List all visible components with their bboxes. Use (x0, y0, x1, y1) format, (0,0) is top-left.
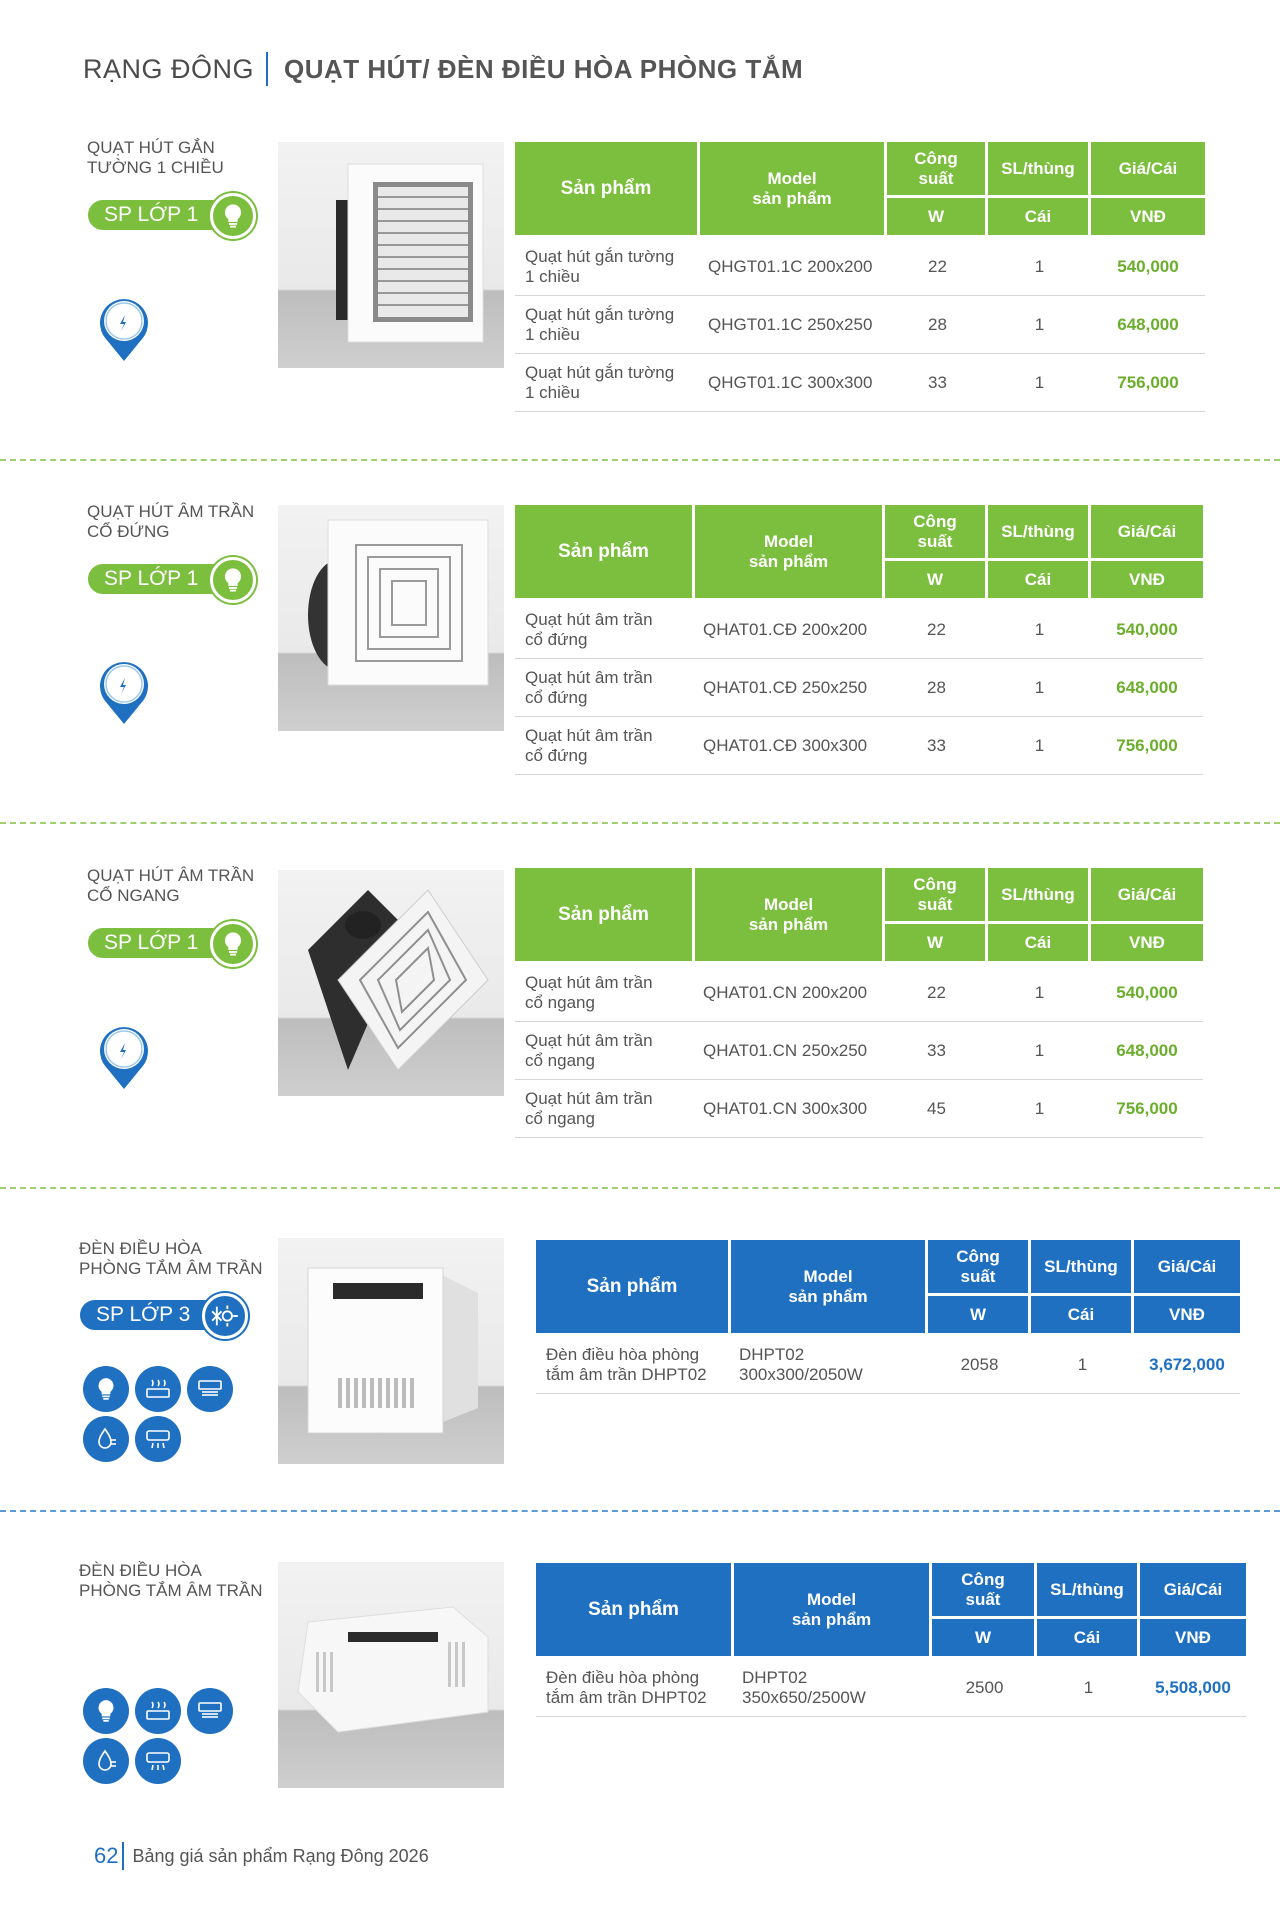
price-table (515, 505, 1203, 775)
pack-qty: 1 (988, 659, 1091, 717)
category-title-line: CỔ NGANG (87, 886, 180, 905)
pack-qty: 1 (988, 1080, 1091, 1138)
water-drop-icon (83, 1416, 129, 1462)
section-divider (0, 1510, 1280, 1512)
product-image (278, 505, 504, 731)
product-image (278, 1562, 504, 1788)
col-model-line: Model (767, 168, 817, 188)
price-table (515, 868, 1203, 1138)
pack-qty: 1 (988, 964, 1091, 1022)
header-divider (266, 52, 268, 86)
price: 648,000 (1091, 296, 1205, 354)
product-class-badge (88, 564, 244, 594)
voltage-badge (98, 658, 150, 726)
model: QHAT01.CĐ 200x200 (695, 601, 885, 659)
col-pack: SL/thùng (988, 868, 1091, 924)
price-table (515, 142, 1205, 412)
price: 756,000 (1091, 1080, 1203, 1138)
power: 22 (885, 601, 988, 659)
col-model-line: Model (806, 1589, 857, 1609)
pack-qty: 1 (1031, 1336, 1134, 1394)
table-row (515, 964, 1203, 1022)
col-model-line: Model (763, 894, 814, 914)
col-model-line: sản phẩm (752, 188, 832, 208)
power: 33 (885, 1022, 988, 1080)
badge-label: SP LỚP 1 (104, 931, 199, 954)
pack-qty: 1 (988, 238, 1091, 296)
page-number: 62 (94, 1843, 119, 1868)
page-title: QUẠT HÚT/ ĐÈN ĐIỀU HÒA PHÒNG TẮM (284, 53, 804, 84)
dryer-icon (187, 1366, 233, 1412)
col-model (731, 1240, 928, 1336)
col-pack: SL/thùng (1031, 1240, 1134, 1296)
price: 3,672,000 (1134, 1336, 1240, 1394)
product-image (278, 1238, 504, 1464)
unit-power: W (885, 924, 988, 964)
model: QHAT01.CN 250x250 (695, 1022, 885, 1080)
category-title-line: PHÒNG TẮM ÂM TRẦN (79, 1259, 263, 1278)
col-price: Giá/Cái (1091, 868, 1203, 924)
unit-price: VNĐ (1091, 198, 1205, 238)
col-power (885, 868, 988, 924)
col-model (700, 142, 887, 238)
product-name-line: 1 chiều (525, 324, 580, 344)
product-name (536, 1336, 731, 1394)
section-divider (0, 459, 1280, 461)
col-price: Giá/Cái (1140, 1563, 1246, 1619)
col-price: Giá/Cái (1091, 505, 1203, 561)
col-pack: SL/thùng (988, 142, 1091, 198)
product-name-line: cổ đứng (525, 687, 588, 707)
col-model-line: sản phẩm (748, 551, 829, 571)
bulb-icon (210, 193, 256, 239)
table-row (515, 238, 1205, 296)
col-power (932, 1563, 1037, 1619)
badge-label: SP LỚP 3 (96, 1303, 191, 1326)
table-row (536, 1336, 1240, 1394)
model: QHGT01.1C 200x200 (700, 238, 887, 296)
product-name (515, 238, 700, 296)
product-name-line: Quạt hút âm trần (525, 725, 653, 745)
price: 540,000 (1091, 238, 1205, 296)
snow-sun-icon (202, 1293, 248, 1339)
heater-icon (135, 1366, 181, 1412)
unit-power: W (887, 198, 988, 238)
product-name-line: Quạt hút âm trần (525, 1030, 653, 1050)
product-name-line: Quạt hút gắn tường (525, 246, 675, 266)
product-name (515, 354, 700, 412)
heater-icon (135, 1688, 181, 1734)
price: 648,000 (1091, 1022, 1203, 1080)
col-model (734, 1563, 932, 1659)
model-line: DHPT02 (742, 1667, 808, 1687)
product-name-line: Quạt hút gắn tường (525, 362, 675, 382)
product-name (515, 1022, 695, 1080)
table-row (536, 1659, 1246, 1717)
category-title-line: TƯỜNG 1 CHIỀU (87, 158, 224, 177)
table-row (515, 296, 1205, 354)
power: 2058 (928, 1336, 1031, 1394)
product-name (515, 296, 700, 354)
price: 540,000 (1091, 601, 1203, 659)
col-power-line: suất (917, 531, 953, 551)
category-title (87, 138, 224, 178)
product-name-line: cổ đứng (525, 745, 588, 765)
model (734, 1659, 932, 1717)
product-name (515, 659, 695, 717)
table-row (515, 1080, 1203, 1138)
unit-pack: Cái (988, 198, 1091, 238)
section-divider (0, 1187, 1280, 1189)
product-class-badge (88, 200, 244, 230)
product-name-line: cổ ngang (525, 992, 595, 1012)
col-model (695, 868, 885, 964)
price: 648,000 (1091, 659, 1203, 717)
col-power-line: suất (918, 168, 954, 188)
table-row (515, 1022, 1203, 1080)
col-pack: SL/thùng (988, 505, 1091, 561)
unit-price: VNĐ (1091, 561, 1203, 601)
product-name (515, 601, 695, 659)
product-name-line: Quạt hút âm trần (525, 1088, 653, 1108)
water-drop-icon (83, 1738, 129, 1784)
col-price: Giá/Cái (1134, 1240, 1240, 1296)
product-image (278, 870, 504, 1096)
unit-power: W (885, 561, 988, 601)
col-model-line: Model (763, 531, 814, 551)
product-name (536, 1659, 734, 1717)
power: 2500 (932, 1659, 1037, 1717)
category-title-line: QUẠT HÚT ÂM TRẦN (87, 866, 255, 885)
product-name-line: Quạt hút âm trần (525, 972, 653, 992)
col-power-line: Công (914, 148, 958, 168)
voltage-badge (98, 295, 150, 363)
table-row (515, 659, 1203, 717)
page-footer (94, 1842, 429, 1870)
col-pack: SL/thùng (1037, 1563, 1140, 1619)
unit-power: W (928, 1296, 1031, 1336)
category-title (79, 1561, 263, 1601)
table-row (515, 717, 1203, 775)
product-name-line: Quạt hút gắn tường (525, 304, 675, 324)
bulb-icon (83, 1366, 129, 1412)
category-title (87, 866, 254, 906)
pack-qty: 1 (988, 296, 1091, 354)
col-power-line: Công (913, 511, 957, 531)
col-product: Sản phẩm (515, 868, 695, 964)
col-product: Sản phẩm (536, 1563, 734, 1659)
product-class-badge (80, 1300, 236, 1330)
unit-price: VNĐ (1140, 1619, 1246, 1659)
power: 45 (885, 1080, 988, 1138)
category-title (87, 502, 254, 542)
col-product: Sản phẩm (515, 142, 700, 238)
col-power-line: Công (961, 1569, 1005, 1589)
category-title-line: ĐÈN ĐIỀU HÒA (79, 1239, 202, 1258)
col-product: Sản phẩm (536, 1240, 731, 1336)
pack-qty: 1 (1037, 1659, 1140, 1717)
table-row (515, 354, 1205, 412)
model-line: 300x300/2050W (739, 1364, 863, 1384)
category-title-line: CỔ ĐỨNG (87, 522, 170, 541)
price: 540,000 (1091, 964, 1203, 1022)
air-conditioner-icon (135, 1738, 181, 1784)
product-name-line: Quạt hút âm trần (525, 609, 653, 629)
unit-price: VNĐ (1134, 1296, 1240, 1336)
model: QHAT01.CĐ 250x250 (695, 659, 885, 717)
footer-divider (122, 1842, 124, 1870)
power: 22 (885, 964, 988, 1022)
pack-qty: 1 (988, 354, 1091, 412)
product-class-badge (88, 928, 244, 958)
col-power (887, 142, 988, 198)
product-name-line: cổ đứng (525, 629, 588, 649)
unit-pack: Cái (1031, 1296, 1134, 1336)
category-title-line: QUẠT HÚT GẮN (87, 138, 215, 157)
pack-qty: 1 (988, 1022, 1091, 1080)
power: 22 (887, 238, 988, 296)
bulb-icon (83, 1688, 129, 1734)
price-table (536, 1563, 1246, 1717)
category-title-line: ĐÈN ĐIỀU HÒA (79, 1561, 202, 1580)
col-power-line: Công (913, 874, 957, 894)
price-table (536, 1240, 1240, 1394)
product-image (278, 142, 504, 368)
col-model-line: sản phẩm (791, 1609, 872, 1629)
col-power-line: suất (960, 1266, 996, 1286)
col-model-line: sản phẩm (748, 914, 829, 934)
model-line: 350x650/2500W (742, 1687, 866, 1707)
product-name (515, 717, 695, 775)
badge-label: SP LỚP 1 (104, 203, 199, 226)
unit-pack: Cái (988, 924, 1091, 964)
col-model-line: sản phẩm (788, 1286, 868, 1306)
unit-price: VNĐ (1091, 924, 1203, 964)
bulb-icon (210, 921, 256, 967)
section-divider (0, 822, 1280, 824)
unit-pack: Cái (988, 561, 1091, 601)
model: QHAT01.CN 300x300 (695, 1080, 885, 1138)
col-power-line: suất (917, 894, 953, 914)
unit-power: W (932, 1619, 1037, 1659)
col-price: Giá/Cái (1091, 142, 1205, 198)
product-name-line: cổ ngang (525, 1108, 595, 1128)
product-name (515, 1080, 695, 1138)
model: QHGT01.1C 250x250 (700, 296, 887, 354)
col-model-line: Model (803, 1266, 853, 1286)
col-product: Sản phẩm (515, 505, 695, 601)
col-power (885, 505, 988, 561)
product-name-line: tắm âm trần DHPT02 (546, 1687, 707, 1707)
product-name-line: cổ ngang (525, 1050, 595, 1070)
power: 33 (887, 354, 988, 412)
dryer-icon (187, 1688, 233, 1734)
price: 756,000 (1091, 354, 1205, 412)
col-model (695, 505, 885, 601)
product-name-line: tắm âm trần DHPT02 (546, 1364, 707, 1384)
unit-pack: Cái (1037, 1619, 1140, 1659)
product-name-line: Đèn điều hòa phòng (546, 1344, 700, 1364)
badge-label: SP LỚP 1 (104, 567, 199, 590)
col-power-line: Công (956, 1246, 1000, 1266)
product-name-line: Đèn điều hòa phòng (546, 1667, 700, 1687)
model: QHGT01.1C 300x300 (700, 354, 887, 412)
power: 33 (885, 717, 988, 775)
brand-name: RẠNG ĐÔNG (83, 53, 255, 84)
product-name-line: Quạt hút âm trần (525, 667, 653, 687)
product-name-line: 1 chiều (525, 266, 580, 286)
model: QHAT01.CĐ 300x300 (695, 717, 885, 775)
power: 28 (887, 296, 988, 354)
table-row (515, 601, 1203, 659)
voltage-badge (98, 1023, 150, 1091)
category-title-line: QUẠT HÚT ÂM TRẦN (87, 502, 255, 521)
price: 756,000 (1091, 717, 1203, 775)
model-line: DHPT02 (739, 1344, 805, 1364)
product-name-line: 1 chiều (525, 382, 580, 402)
air-conditioner-icon (135, 1416, 181, 1462)
pack-qty: 1 (988, 717, 1091, 775)
footer-text: Bảng giá sản phẩm Rạng Đông 2026 (132, 1845, 429, 1866)
pack-qty: 1 (988, 601, 1091, 659)
bulb-icon (210, 557, 256, 603)
category-title (79, 1239, 263, 1279)
category-title-line: PHÒNG TẮM ÂM TRẦN (79, 1581, 263, 1600)
product-name (515, 964, 695, 1022)
power: 28 (885, 659, 988, 717)
price: 5,508,000 (1140, 1659, 1246, 1717)
model: QHAT01.CN 200x200 (695, 964, 885, 1022)
col-power-line: suất (965, 1589, 1001, 1609)
model (731, 1336, 928, 1394)
page-header (83, 52, 803, 86)
col-power (928, 1240, 1031, 1296)
